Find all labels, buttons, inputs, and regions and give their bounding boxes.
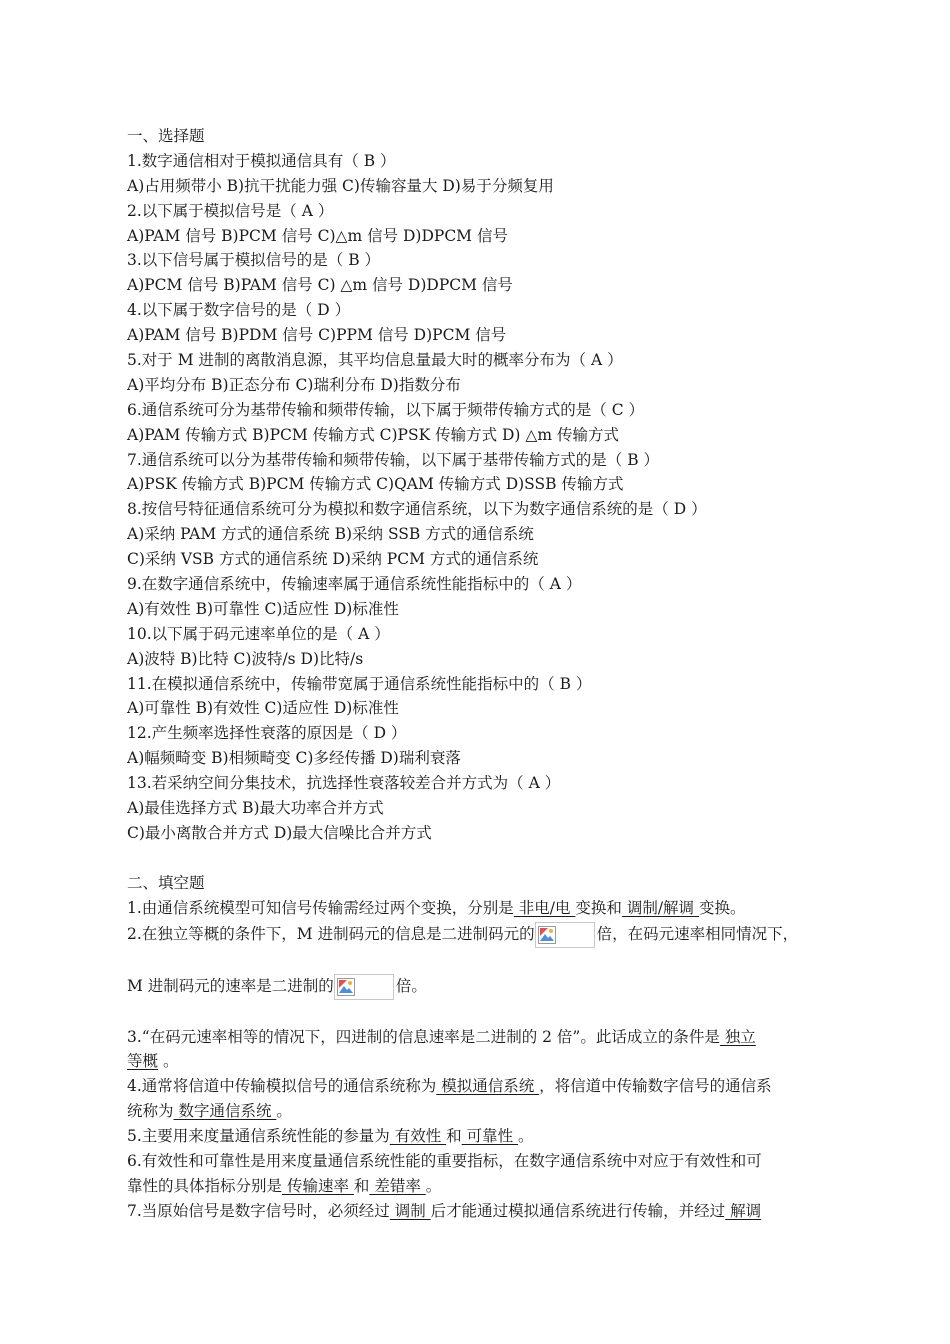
question: 9.在数字通信系统中，传输速率属于通信系统性能指标中的（ A ） bbox=[127, 575, 582, 594]
fill-item: 6.有效性和可靠性是用来度量通信系统性能的重要指标，在数字通信系统中对应于有效性和可 bbox=[127, 1151, 762, 1170]
question: 6.通信系统可分为基带传输和频带传输，以下属于频带传输方式的是（ C ） bbox=[127, 400, 645, 419]
answer: 传输速率 bbox=[282, 1176, 354, 1195]
options: A)PCM 信号 B)PAM 信号 C) △m 信号 D)DPCM 信号 bbox=[127, 276, 513, 295]
text: 2.在独立等概的条件下，M 进制码元的信息是二进制码元的 bbox=[127, 924, 535, 943]
text: 3.“在码元速率相等的情况下，四进制的信息速率是二进制的 2 倍”。此话成立的条件是 bbox=[127, 1027, 720, 1046]
text: 5.主要用来度量通信系统性能的参量为 bbox=[127, 1127, 390, 1146]
section-title: 一、选择题 bbox=[127, 127, 205, 145]
question: 13.若采纳空间分集技术，抗选择性衰落较差合并方式为（ A ） bbox=[127, 774, 561, 793]
section-title: 二、填空题 bbox=[127, 873, 205, 892]
broken-image-icon bbox=[535, 922, 595, 948]
fill-item bbox=[127, 896, 832, 921]
text: 倍。 bbox=[395, 976, 427, 995]
text: 变换和 bbox=[575, 898, 622, 917]
options: C)采纳 VSB 方式的通信系统 D)采纳 PCM 方式的通信系统 bbox=[127, 550, 539, 569]
answer: 非电/电 bbox=[513, 898, 576, 917]
question: 7.通信系统可以分为基带传输和频带传输，以下属于基带传输方式的是（ B ） bbox=[127, 450, 660, 469]
spacer bbox=[127, 1005, 832, 1025]
answer: 可靠性 bbox=[461, 1127, 519, 1146]
answer: 解调 bbox=[725, 1201, 762, 1220]
question: 2.以下属于模拟信号是（ A ） bbox=[127, 201, 334, 220]
broken-image-icon bbox=[334, 974, 394, 1000]
options: A)可靠性 B)有效性 C)适应性 D)标准性 bbox=[127, 699, 399, 718]
text: 。 bbox=[158, 1052, 179, 1071]
fill-item bbox=[127, 1124, 832, 1149]
text: ，将信道中传输数字信号的通信系 bbox=[539, 1077, 772, 1096]
text: 1.由通信系统模型可知信号传输需经过两个变换，分别是 bbox=[127, 898, 514, 917]
fill-item-cont bbox=[127, 1174, 832, 1199]
question: 10.以下属于码元速率单位的是（ A ） bbox=[127, 624, 390, 643]
fill-item bbox=[127, 1199, 832, 1224]
question: 11.在模拟通信系统中，传输带宽属于通信系统性能指标中的（ B ） bbox=[127, 674, 592, 693]
question: 3.以下信号属于模拟信号的是（ B ） bbox=[127, 251, 381, 270]
text: 变换。 bbox=[698, 898, 746, 917]
options: A)PAM 信号 B)PCM 信号 C)△m 信号 D)DPCM 信号 bbox=[127, 226, 508, 245]
document-content bbox=[127, 124, 832, 1224]
question: 12.产生频率选择性衰落的原因是（ D ） bbox=[127, 724, 407, 743]
text: 后才能通过模拟通信系统进行传输，并经过 bbox=[430, 1201, 726, 1220]
answer: 独立 bbox=[719, 1027, 756, 1046]
text: 和 bbox=[353, 1176, 370, 1195]
options: A)幅频畸变 B)相频畸变 C)多经传播 D)瑞利衰落 bbox=[127, 749, 461, 768]
answer: 调制 bbox=[389, 1201, 431, 1220]
fill-item bbox=[127, 1074, 832, 1099]
text: 倍，在码元速率相同情况下， bbox=[596, 924, 799, 943]
options: A)PSK 传输方式 B)PCM 传输方式 C)QAM 传输方式 D)SSB 传输方式 bbox=[127, 475, 624, 494]
text: 统称为 bbox=[127, 1102, 174, 1121]
fill-item bbox=[127, 1025, 832, 1050]
answer: 调制/解调 bbox=[621, 898, 699, 917]
text: 靠性的具体指标分别是 bbox=[127, 1176, 283, 1195]
options: A)占用频带小 B)抗干扰能力强 C)传输容量大 D)易于分频复用 bbox=[127, 176, 554, 195]
question: 4.以下属于数字信号的是（ D ） bbox=[127, 301, 351, 320]
question: 5.对于 M 进制的离散消息源，其平均信息量最大时的概率分布为（ A ） bbox=[127, 351, 623, 370]
options: A)PAM 传输方式 B)PCM 传输方式 C)PSK 传输方式 D) △m 传输方式 bbox=[127, 425, 619, 444]
fill-item-cont bbox=[127, 1049, 832, 1074]
answer: 差错率 bbox=[369, 1176, 426, 1195]
fill-item bbox=[127, 973, 832, 1005]
options: A)最佳选择方式 B)最大功率合并方式 bbox=[127, 799, 384, 818]
options: A)波特 B)比特 C)波特/s D)比特/s bbox=[127, 649, 364, 668]
answer: 数字通信系统 bbox=[173, 1102, 277, 1121]
spacer bbox=[127, 846, 832, 871]
answer: 模拟通信系统 bbox=[436, 1077, 540, 1096]
text: 。 bbox=[518, 1127, 534, 1146]
question: 8.按信号特征通信系统可分为模拟和数字通信系统，以下为数字通信系统的是（ D ） bbox=[127, 500, 707, 519]
options: A)有效性 B)可靠性 C)适应性 D)标准性 bbox=[127, 599, 399, 618]
options: C)最小离散合并方式 D)最大信噪比合并方式 bbox=[127, 823, 432, 842]
options: A)PAM 信号 B)PDM 信号 C)PPM 信号 D)PCM 信号 bbox=[127, 326, 507, 345]
text: 4.通常将信道中传输模拟信号的通信系统称为 bbox=[127, 1077, 437, 1096]
answer: 等概 bbox=[127, 1052, 159, 1071]
text: 和 bbox=[446, 1127, 462, 1146]
text: 7.当原始信号是数字信号时，必须经过 bbox=[127, 1201, 390, 1220]
fill-item-cont bbox=[127, 1099, 832, 1124]
options: A)采纳 PAM 方式的通信系统 B)采纳 SSB 方式的通信系统 bbox=[127, 525, 534, 544]
options: A)平均分布 B)正态分布 C)瑞利分布 D)指数分布 bbox=[127, 375, 461, 394]
text: 。 bbox=[276, 1102, 292, 1121]
question: 1.数字通信相对于模拟通信具有（ B ） bbox=[127, 151, 396, 170]
text: 。 bbox=[425, 1176, 442, 1195]
spacer bbox=[127, 953, 832, 973]
answer: 有效性 bbox=[389, 1127, 447, 1146]
fill-item bbox=[127, 921, 832, 953]
text: M 进制码元的速率是二进制的 bbox=[127, 976, 334, 995]
